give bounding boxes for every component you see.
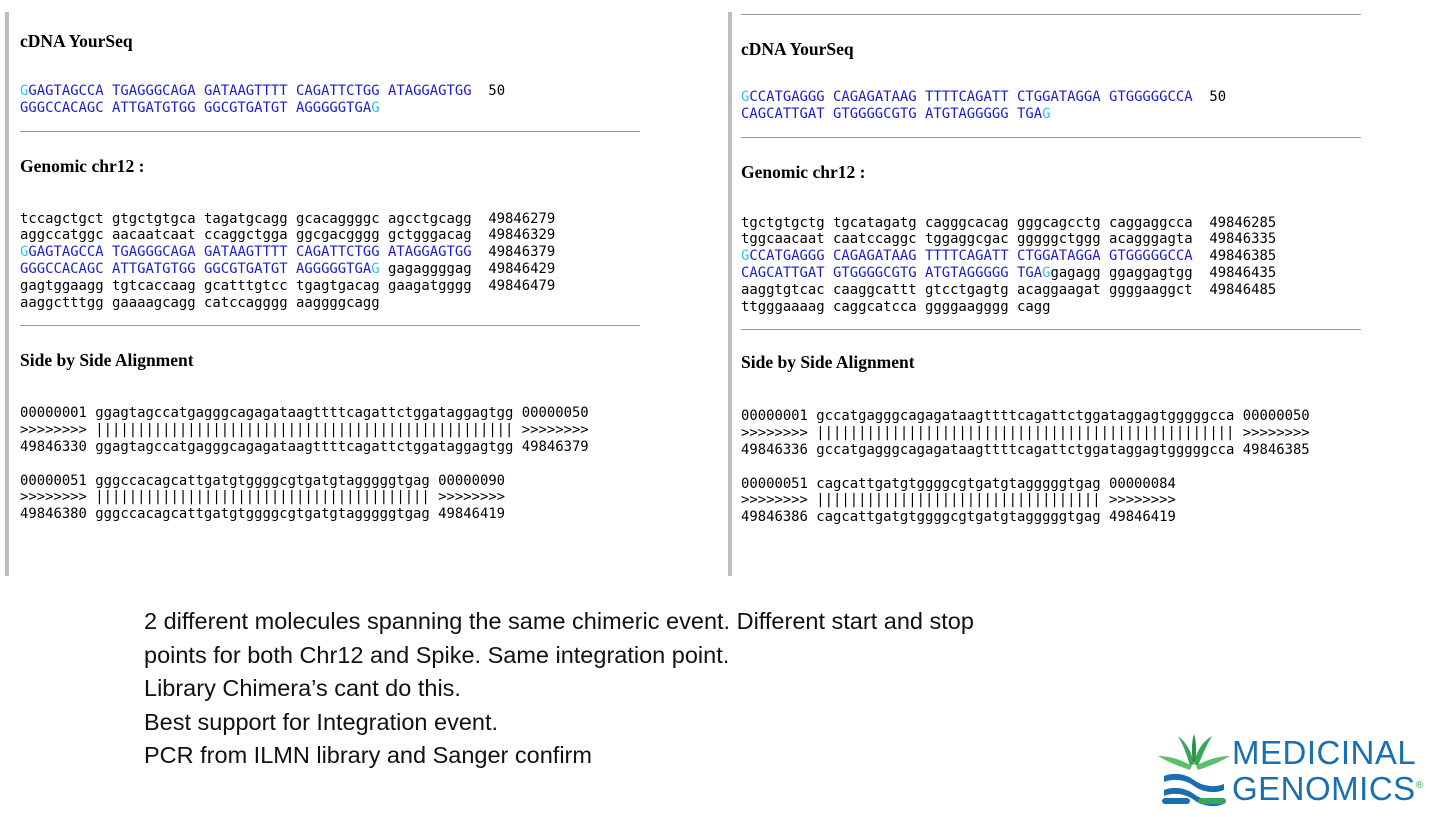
genomic-line: aggccatggc aacaatcaat ccaggctgga ggcgacgggg gctgggacag 49846329: [20, 227, 556, 244]
cdna-boundary-base: G: [371, 99, 380, 116]
alignment-query-line: 00000001 ggagtagccatgagggcagagataagttttcagattctggataggagtgg 00000050: [20, 405, 589, 422]
genomic-match-line: CAGCATTGAT GTGGGGCGTG ATGTAGGGGG TGA: [741, 264, 1043, 281]
right-panel-content: [741, 12, 1361, 526]
alignment-block: [20, 405, 640, 523]
genomic-title: Genomic chr12 :: [20, 155, 145, 176]
genomic-boundary-base: G: [1042, 264, 1051, 281]
cannabis-leaf-icon: [1156, 734, 1232, 808]
caption-line: 2 different molecules spanning the same chimeric event. Different start and stop: [144, 608, 974, 634]
cdna-boundary-base: G: [20, 83, 29, 99]
genomic-match-line: GAGTAGCCA TGAGGGCAGA GATAAGTTTT CAGATTCTGG ATAGGAGTGG: [28, 244, 472, 261]
caption-line: PCR from ILMN library and Sanger confirm: [144, 742, 592, 768]
alignment-block: [741, 408, 1361, 526]
alignment-query-line: 00000051 gggccacagcattgatgtggggcgtgatgtagggggtgag 00000090: [20, 472, 506, 489]
cdna-title: cDNA YourSeq: [741, 39, 854, 59]
right-blat-panel: [728, 12, 1368, 576]
genomic-boundary-base: G: [741, 248, 750, 265]
genomic-match-line: CCATGAGGG CAGAGATAAG TTTTCAGATT CTGGATAGGA GTGGGGGCCA: [749, 248, 1193, 265]
alignment-target-line: 49846330 ggagtagccatgagggcagagataagttttcagattctggataggagtgg 49846379: [20, 438, 589, 455]
genomic-sequence: [20, 211, 640, 312]
alignment-query-line: 00000051 cagcattgatgtggggcgtgatgtagggggtgag 00000084: [741, 475, 1176, 492]
alignment-match-line: >>>>>>>> |||||||||||||||||||||||||||||||||||||||||||||||||| >>>>>>>>: [20, 422, 589, 439]
cdna-position: 50: [471, 83, 506, 99]
genomic-line: gagtggaagg tgtcaccaag gcatttgtcc tgagtgacag gaagatgggg 49846479: [20, 277, 556, 294]
alignment-target-line: 49846386 cagcattgatgtggggcgtgatgtagggggtgag 49846419: [741, 509, 1176, 526]
left-blat-panel: [5, 12, 645, 576]
side-by-side-title: Side by Side Alignment: [741, 352, 915, 373]
caption-line: Best support for Integration event.: [144, 708, 499, 735]
cdna-boundary-base: G: [741, 89, 750, 105]
cdna-sequence: [741, 89, 1361, 123]
cdna-position: 50: [1192, 89, 1227, 105]
alignment-target-line: 49846380 gggccacagcattgatgtggggcgtgatgtagggggtgag 49846419: [20, 506, 506, 523]
genomic-position: 49846379: [471, 244, 556, 261]
cdna-boundary-base: G: [1042, 105, 1051, 122]
genomic-position: 49846385: [1192, 248, 1277, 265]
genomic-boundary-base: G: [20, 244, 29, 261]
genomic-line: tggcaacaat caatccaggc tggaggcgac gggggctggg acagggagta 49846335: [741, 231, 1277, 248]
medicinal-genomics-logo: [1156, 734, 1452, 808]
slide-caption: [144, 605, 974, 773]
cdna-seq-line: CCATGAGGG CAGAGATAAG TTTTCAGATT CTGGATAGGA GTGGGGGCCA: [749, 89, 1193, 105]
left-panel-content: [20, 12, 640, 523]
logo-line-2-text: GENOMICS: [1232, 770, 1416, 807]
alignment-target-line: 49846336 gccatgagggcagagataagttttcagattctggataggagtgggggcca 49846385: [741, 441, 1310, 458]
logo-line-2: [1232, 769, 1424, 805]
genomic-match-line: GGGCCACAGC ATTGATGTGG GGCGTGATGT AGGGGGTGA: [20, 260, 372, 277]
cdna-seq-line: GAGTAGCCA TGAGGGCAGA GATAAGTTTT CAGATTCTGG ATAGGAGTGG: [28, 83, 472, 99]
genomic-line: aaggctttgg gaaaagcagg catccagggg aaggggcagg: [20, 294, 380, 311]
side-by-side-title: Side by Side Alignment: [20, 350, 194, 371]
logo-wordmark: [1232, 736, 1424, 805]
genomic-line: gagagg ggaggagtgg 49846435: [1050, 264, 1277, 281]
genomic-title: Genomic chr12 :: [741, 161, 866, 182]
caption-line: Library Chimera’s cant do this.: [144, 675, 461, 701]
genomic-line: ttgggaaaag caggcatcca ggggaagggg cagg: [741, 298, 1051, 315]
caption-line: points for both Chr12 and Spike. Same integration point.: [144, 641, 730, 668]
cdna-seq-line: GGGCCACAGC ATTGATGTGG GGCGTGATGT AGGGGGTGA: [20, 99, 372, 116]
logo-line-1: MEDICINAL: [1232, 734, 1417, 771]
alignment-match-line: >>>>>>>> |||||||||||||||||||||||||||||||||||||||| >>>>>>>>: [20, 489, 506, 506]
genomic-sequence: [741, 215, 1361, 316]
alignment-match-line: >>>>>>>> |||||||||||||||||||||||||||||||||| >>>>>>>>: [741, 492, 1176, 509]
genomic-line: aaggtgtcac caaggcattt gtcctgagtg acaggaagat ggggaaggct 49846485: [741, 281, 1277, 298]
alignment-match-line: >>>>>>>> |||||||||||||||||||||||||||||||||||||||||||||||||| >>>>>>>>: [741, 425, 1310, 442]
cdna-seq-line: CAGCATTGAT GTGGGGCGTG ATGTAGGGGG TGA: [741, 105, 1043, 122]
alignment-query-line: 00000001 gccatgagggcagagataagttttcagattctggataggagtgggggcca 00000050: [741, 408, 1310, 425]
registered-mark: ®: [1415, 780, 1424, 791]
genomic-line: gagaggggag 49846429: [379, 260, 556, 277]
cdna-sequence: [20, 83, 640, 117]
genomic-line: tgctgtgctg tgcatagatg cagggcacag gggcagcctg caggaggcca 49846285: [741, 214, 1277, 231]
cdna-title: cDNA YourSeq: [20, 31, 133, 51]
genomic-boundary-base: G: [371, 260, 380, 277]
genomic-line: tccagctgct gtgctgtgca tagatgcagg gcacaggggc agcctgcagg 49846279: [20, 210, 556, 227]
